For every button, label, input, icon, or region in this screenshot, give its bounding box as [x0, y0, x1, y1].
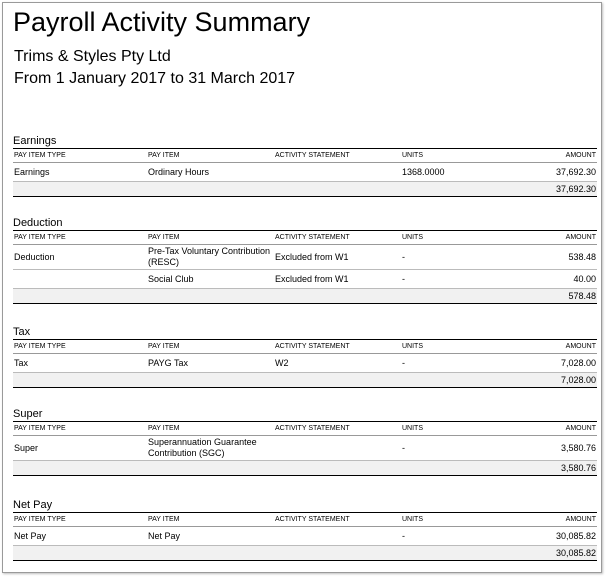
- table-row: [13, 527, 597, 546]
- cell-statement: [274, 527, 401, 546]
- header-row: [13, 149, 597, 163]
- section-total: 7,028.00: [501, 373, 597, 388]
- section-net-pay: [13, 498, 597, 561]
- col-activity-statement: ACTIVITY STATEMENT: [274, 340, 401, 354]
- total-row: [13, 182, 597, 197]
- col-amount: AMOUNT: [501, 513, 597, 527]
- col-units: UNITS: [401, 231, 501, 245]
- cell-type: Tax: [13, 354, 147, 373]
- report-page: [2, 2, 602, 573]
- cell-statement: Excluded from W1: [274, 270, 401, 289]
- cell-item: Ordinary Hours: [147, 163, 274, 182]
- total-row: [13, 289, 597, 304]
- section-total: 3,580.76: [501, 461, 597, 476]
- col-pay-item: PAY ITEM: [147, 513, 274, 527]
- col-pay-item: PAY ITEM: [147, 422, 274, 436]
- header-row: [13, 340, 597, 354]
- col-pay-item: PAY ITEM: [147, 231, 274, 245]
- cell-statement: Excluded from W1: [274, 245, 401, 270]
- header-row: [13, 231, 597, 245]
- section-tax: [13, 325, 597, 388]
- header-row: [13, 422, 597, 436]
- section-total: 37,692.30: [501, 182, 597, 197]
- section-earnings: [13, 134, 597, 197]
- cell-item: Social Club: [147, 270, 274, 289]
- earnings-table: [13, 149, 597, 197]
- cell-units: -: [401, 354, 501, 373]
- col-activity-statement: ACTIVITY STATEMENT: [274, 149, 401, 163]
- cell-amount: 40.00: [501, 270, 597, 289]
- section-total: 578.48: [501, 289, 597, 304]
- cell-type: [13, 270, 147, 289]
- col-units: UNITS: [401, 513, 501, 527]
- deduction-table: [13, 231, 597, 304]
- total-row: [13, 461, 597, 476]
- table-row: [13, 245, 597, 270]
- section-title: Deduction: [13, 216, 597, 231]
- table-row: [13, 270, 597, 289]
- super-table: [13, 422, 597, 476]
- col-pay-item-type: PAY ITEM TYPE: [13, 422, 147, 436]
- cell-amount: 7,028.00: [501, 354, 597, 373]
- col-pay-item-type: PAY ITEM TYPE: [13, 513, 147, 527]
- cell-statement: [274, 436, 401, 461]
- col-amount: AMOUNT: [501, 422, 597, 436]
- col-amount: AMOUNT: [501, 149, 597, 163]
- section-deduction: [13, 216, 597, 304]
- section-total: 30,085.82: [501, 546, 597, 561]
- cell-type: Super: [13, 436, 147, 461]
- section-title: Super: [13, 407, 597, 422]
- section-title: Tax: [13, 325, 597, 340]
- col-activity-statement: ACTIVITY STATEMENT: [274, 231, 401, 245]
- report-title: Payroll Activity Summary: [13, 7, 311, 37]
- report-period: From 1 January 2017 to 31 March 2017: [14, 70, 296, 87]
- cell-item: PAYG Tax: [147, 354, 274, 373]
- net-pay-table: [13, 513, 597, 561]
- total-row: [13, 373, 597, 388]
- col-amount: AMOUNT: [501, 340, 597, 354]
- cell-amount: 37,692.30: [501, 163, 597, 182]
- section-title: Net Pay: [13, 498, 597, 513]
- cell-item: Pre-Tax Voluntary Contribution (RESC): [147, 245, 274, 270]
- total-row: [13, 546, 597, 561]
- tax-table: [13, 340, 597, 388]
- col-pay-item-type: PAY ITEM TYPE: [13, 231, 147, 245]
- col-pay-item: PAY ITEM: [147, 340, 274, 354]
- cell-type: Deduction: [13, 245, 147, 270]
- cell-amount: 538.48: [501, 245, 597, 270]
- cell-item: Superannuation Guarantee Contribution (SGC): [147, 436, 274, 461]
- col-pay-item-type: PAY ITEM TYPE: [13, 340, 147, 354]
- cell-units: -: [401, 245, 501, 270]
- col-pay-item: PAY ITEM: [147, 149, 274, 163]
- section-super: [13, 407, 597, 476]
- col-units: UNITS: [401, 340, 501, 354]
- col-pay-item-type: PAY ITEM TYPE: [13, 149, 147, 163]
- cell-units: 1368.0000: [401, 163, 501, 182]
- table-row: [13, 163, 597, 182]
- col-activity-statement: ACTIVITY STATEMENT: [274, 513, 401, 527]
- col-amount: AMOUNT: [501, 231, 597, 245]
- col-units: UNITS: [401, 149, 501, 163]
- cell-statement: [274, 163, 401, 182]
- cell-item: Net Pay: [147, 527, 274, 546]
- cell-amount: 3,580.76: [501, 436, 597, 461]
- col-activity-statement: ACTIVITY STATEMENT: [274, 422, 401, 436]
- cell-units: -: [401, 527, 501, 546]
- section-title: Earnings: [13, 134, 597, 149]
- table-row: [13, 354, 597, 373]
- header-row: [13, 513, 597, 527]
- col-units: UNITS: [401, 422, 501, 436]
- cell-type: Earnings: [13, 163, 147, 182]
- cell-type: Net Pay: [13, 527, 147, 546]
- company-name: Trims & Styles Pty Ltd: [14, 48, 171, 65]
- cell-amount: 30,085.82: [501, 527, 597, 546]
- cell-units: -: [401, 270, 501, 289]
- table-row: [13, 436, 597, 461]
- cell-statement: W2: [274, 354, 401, 373]
- cell-units: -: [401, 436, 501, 461]
